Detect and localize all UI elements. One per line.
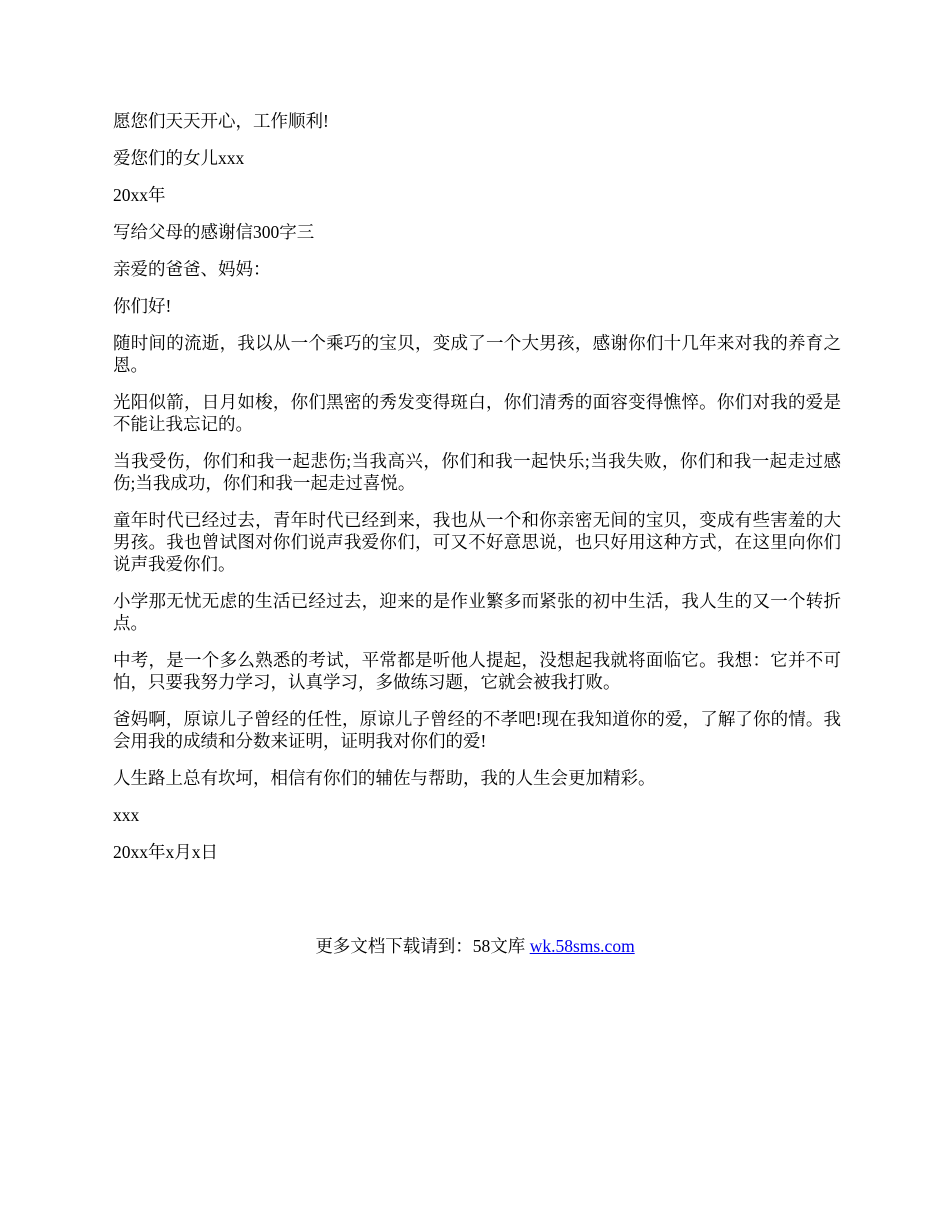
body-paragraph: 中考，是一个多么熟悉的考试，平常都是听他人提起，没想起我就将面临它。我想：它并不可怕，只要我努力学习，认真学习，多做练习题，它就会被我打败。 bbox=[113, 650, 841, 692]
footer-text: 更多文档下载请到：58文库 bbox=[315, 936, 530, 956]
signature-daughter: 爱您们的女儿xxx bbox=[113, 148, 245, 168]
signature-date: 20xx年x月x日 bbox=[113, 842, 218, 862]
body-paragraph: 童年时代已经过去，青年时代已经到来，我也从一个和你亲密无间的宝贝，变成有些害羞的大男孩。我也曾试图对你们说声我爱你们，可又不好意思说，也只好用这种方式，在这里向你们说声我爱你们。 bbox=[113, 510, 841, 574]
body-paragraph: 光阳似箭，日月如梭，你们黑密的秀发变得斑白，你们清秀的面容变得憔悴。你们对我的爱是不能让我忘记的。 bbox=[113, 392, 841, 434]
section-title: 写给父母的感谢信300字三 bbox=[113, 222, 315, 242]
salutation: 亲爱的爸爸、妈妈： bbox=[113, 259, 271, 279]
body-paragraph: 人生路上总有坎坷，相信有你们的辅佐与帮助，我的人生会更加精彩。 bbox=[113, 768, 656, 788]
body-paragraph: 当我受伤，你们和我一起悲伤;当我高兴，你们和我一起快乐;当我失败，你们和我一起走过感伤;当我成功，你们和我一起走过喜悦。 bbox=[113, 451, 841, 493]
date-year: 20xx年 bbox=[113, 185, 166, 205]
download-footer bbox=[0, 935, 950, 957]
greeting: 你们好! bbox=[113, 296, 172, 316]
body-paragraph: 随时间的流逝，我以从一个乘巧的宝贝，变成了一个大男孩，感谢你们十几年来对我的养育之恩。 bbox=[113, 333, 841, 375]
footer-link[interactable]: wk.58sms.com bbox=[529, 936, 635, 956]
document-body bbox=[113, 110, 841, 878]
body-paragraph: 爸妈啊，原谅儿子曾经的任性，原谅儿子曾经的不孝吧!现在我知道你的爱，了解了你的情。我会用我的成绩和分数来证明，证明我对你们的爱! bbox=[113, 709, 841, 751]
closing-wish: 愿您们天天开心，工作顺利! bbox=[113, 111, 329, 131]
signature-name: xxx bbox=[113, 805, 140, 825]
body-paragraph: 小学那无忧无虑的生活已经过去，迎来的是作业繁多而紧张的初中生活，我人生的又一个转折点。 bbox=[113, 591, 841, 633]
